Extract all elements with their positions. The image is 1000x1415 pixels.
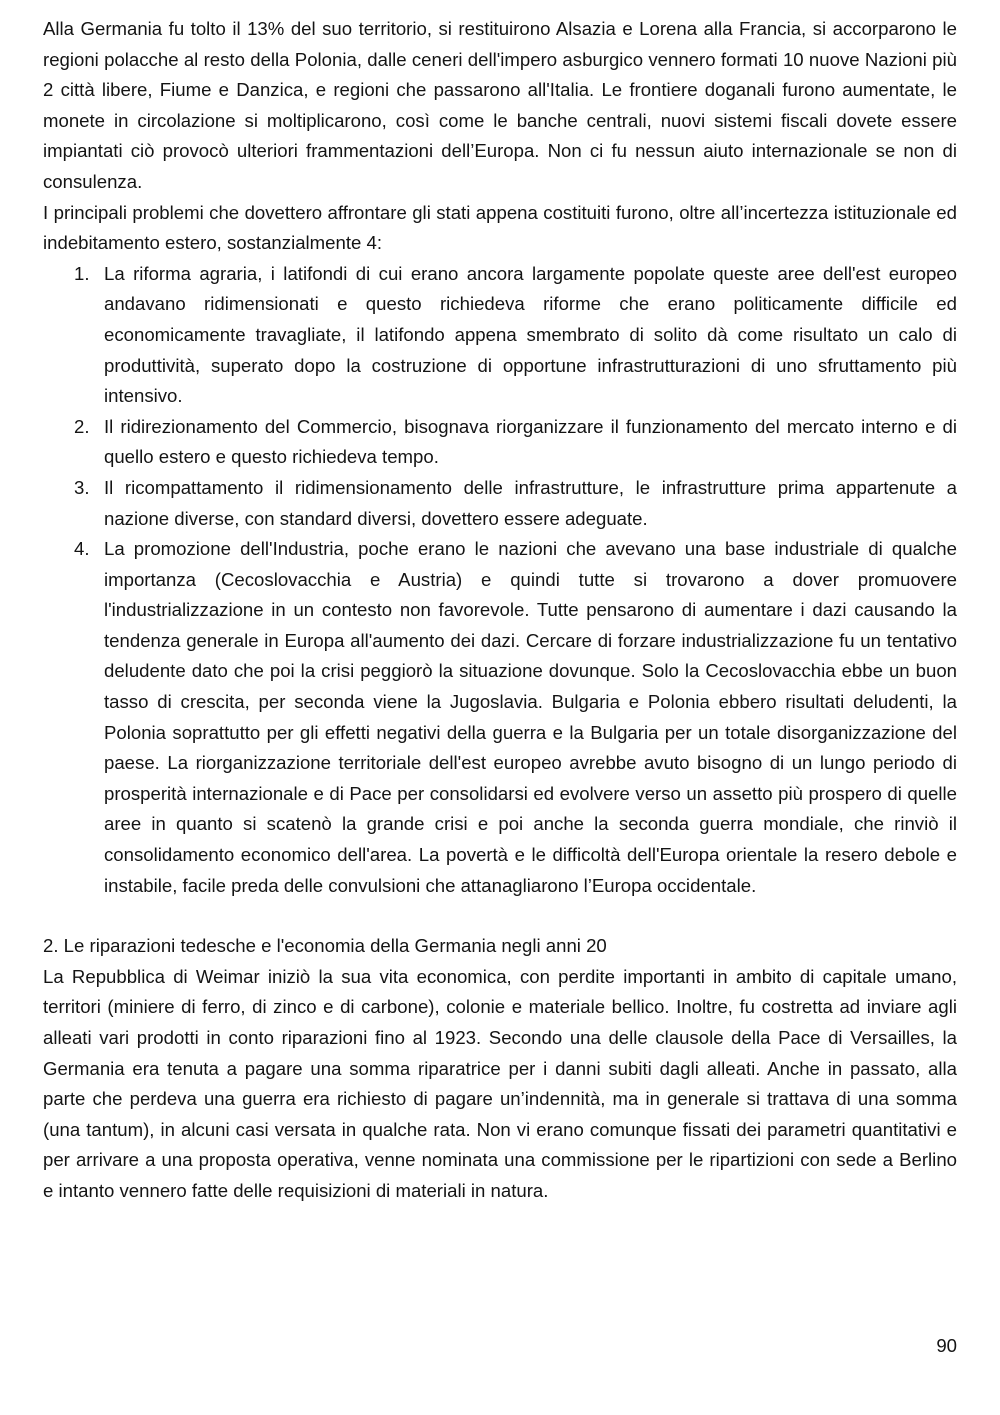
list-item bbox=[74, 259, 957, 412]
section-heading: 2. Le riparazioni tedesche e l'economia della Germania negli anni 20 bbox=[43, 935, 607, 957]
list-item-number: 3. bbox=[74, 476, 90, 498]
body-paragraph: I principali problemi che dovettero affrontare gli stati appena costituiti furono, oltre all’incertezza istituzionale ed indebitamento estero, sostanzialmente 4: bbox=[43, 201, 957, 254]
page-number: 90 bbox=[936, 1335, 957, 1356]
numbered-list bbox=[43, 259, 957, 901]
document-page bbox=[43, 14, 957, 1207]
list-item-number: 2. bbox=[74, 415, 90, 437]
section-paragraph: La Repubblica di Weimar iniziò la sua vita economica, con perdite importanti in ambito di capitale umano, territori (miniere di ferro, di zinco e di carbone), colonie e materiale bellico. Inoltre, fu costretta ad inviare agli alleati vari prodotti in conto riparazioni fino al 1923. Secondo una delle clausole della Pace di Versailles, la Germania era tenuta a pagare una somma riparatrice per i danni subiti dagli alleati. Anche in passato, alla parte che perdeva una guerra era richiesto di pagare un’indennità, ma in generale si trattava di una somma (una tantum), in alcuni casi versata in qualche rata. Non vi erano comunque fissati dei parametri quantitativi e per arrivare a una proposta operativa, venne nominata una commissione per le ripartizioni con sede a Berlino e intanto vennero fatte delle requisizioni di materiali in natura. bbox=[43, 965, 957, 1201]
list-item bbox=[74, 534, 957, 901]
body-paragraph: Alla Germania fu tolto il 13% del suo territorio, si restituirono Alsazia e Lorena alla Francia, si accorparono le regioni polacche al resto della Polonia, dalle ceneri dell'impero asburgico vennero formati 10 nuove Nazioni più 2 città libere, Fiume e Danzica, e regioni che passarono all'Italia. Le frontiere doganali furono aumentate, le monete in circolazione si moltiplicarono, così come le banche centrali, nuovi sistemi fiscali dovete essere impiantati ciò provocò ulteriori frammentazioni dell’Europa. Non ci fu nessun aiuto internazionale se non di consulenza. bbox=[43, 18, 957, 192]
list-item-text: La promozione dell'Industria, poche erano le nazioni che avevano una base industriale di qualche importanza (Cecoslovacchia e Austria) e quindi tutte si trovarono a dover promuovere l'industrializzazione in un contesto non favorevole. Tutte pensarono di aumentare i dazi causando la tendenza generale in Europa all'aumento dei dazi. Cercare di forzare industrializzazione fu un tentativo deludente dato che poi la crisi peggiorò la situazione dovunque. Solo la Cecoslovacchia ebbe un buon tasso di crescita, per seconda viene la Jugoslavia. Bulgaria e Polonia ebbero risultati deludenti, la Polonia soprattutto per gli effetti negativi della guerra e la Bulgaria per un totale disorganizzazione del paese. La riorganizzazione territoriale dell'est europeo avrebbe avuto bisogno di un lungo periodo di prosperità internazionale e di Pace per consolidarsi ed evolvere verso un assetto più prospero di quelle aree in quanto si scatenò la grande crisi e poi anche la seconda guerra mondiale, che rinviò il consolidamento economico dell'area. La povertà e le difficoltà dell'Europa orientale la resero debole e instabile, facile preda delle convulsioni che attanagliarono l’Europa occidentale. bbox=[104, 538, 957, 896]
list-item-number: 4. bbox=[74, 538, 90, 560]
list-item-text: Il ridirezionamento del Commercio, bisognava riorganizzare il funzionamento del mercato interno e di quello estero e questo richiedeva tempo. bbox=[104, 415, 957, 468]
list-item-number: 1. bbox=[74, 262, 90, 284]
list-item bbox=[74, 473, 957, 534]
list-item-text: Il ricompattamento il ridimensionamento delle infrastrutture, le infrastrutture prima appartenute a nazione diverse, con standard diversi, dovettero essere adeguate. bbox=[104, 476, 957, 529]
list-item bbox=[74, 412, 957, 473]
list-item-text: La riforma agraria, i latifondi di cui erano ancora largamente popolate queste aree dell'est europeo andavano ridimensionati e questo richiedeva riforme che erano politicamente difficile ed economicamente travagliate, il latifondo appena smembrato di solito dà come risultato un calo di produttività, superato dopo la costruzione di opportune infrastrutturazioni di uno sfruttamento più intensivo. bbox=[104, 262, 957, 407]
